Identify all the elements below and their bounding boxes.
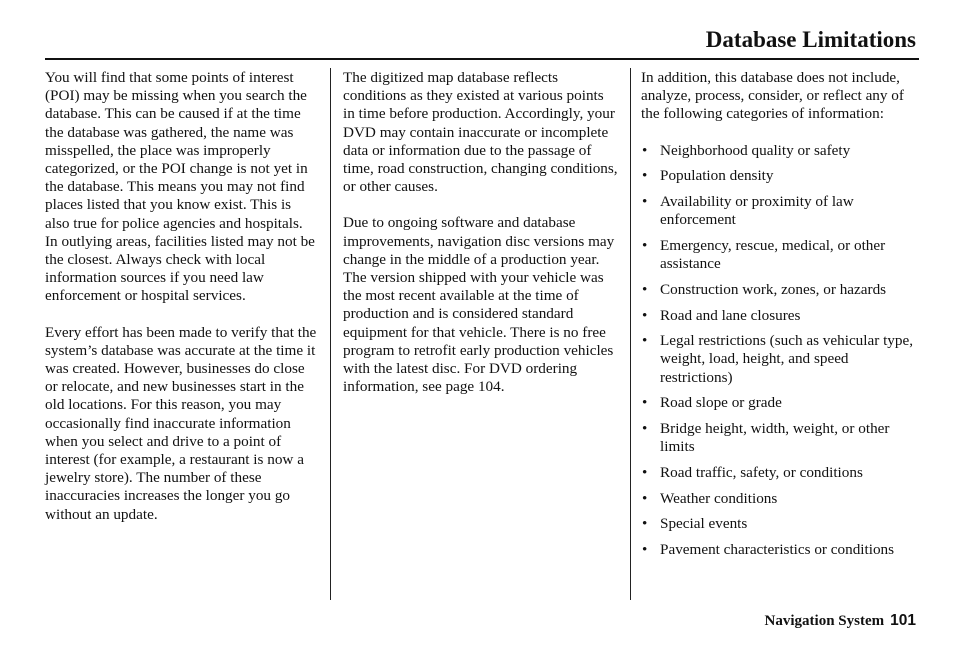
list-item-text: Road and lane closures xyxy=(660,306,801,324)
bullet-icon: • xyxy=(642,489,648,507)
bullet-icon: • xyxy=(642,236,648,254)
column-left xyxy=(45,69,317,542)
paragraph-map-conditions: The digitized map database reflects conditions as they existed at various points in time before production. Accordingly, your DVD may contain inaccurate or incomplete data or information due to the passage of time, road construction, changing conditions, or other causes. xyxy=(343,69,618,196)
list-item xyxy=(641,394,923,412)
list-item xyxy=(641,332,923,387)
page-number: 101 xyxy=(890,612,916,629)
paragraph-disc-versions: Due to ongoing software and database improvements, navigation disc versions may change in the middle of a production year. The version shipped with your vehicle was the most recent available at the time of production and is considered standard equipment for that vehicle. There is no free program to retrofit early production vehicles with the latest disc. For DVD ordering information, see page 104. xyxy=(343,214,615,396)
list-item xyxy=(641,237,923,273)
list-item-text: Neighborhood quality or safety xyxy=(660,141,851,159)
bullet-icon: • xyxy=(642,193,648,211)
list-item xyxy=(641,541,923,559)
bullet-icon: • xyxy=(642,167,648,185)
bullet-icon: • xyxy=(642,515,648,533)
bullet-icon: • xyxy=(642,306,648,324)
list-item-text: Legal restrictions (such as vehicular type, weight, load, height, and speed restrictions) xyxy=(660,332,914,386)
bullet-icon: • xyxy=(642,332,648,350)
limitations-list xyxy=(641,142,923,560)
bullet-icon: • xyxy=(642,394,648,412)
list-item-text: Road traffic, safety, or conditions xyxy=(660,463,863,481)
bullet-icon: • xyxy=(642,463,648,481)
list-item xyxy=(641,307,923,325)
paragraph-accuracy: Every effort has been made to verify that the system’s database was accurate at the time it was created. However, businesses do close or relocate, and new businesses start in the old locations. For this reason, you may occasionally find inaccurate information when you select and drive to a point of interest (for example, a restaurant is now a jewelry store). The number of these inaccuracies increases the longer you go without an update. xyxy=(45,323,317,523)
list-item xyxy=(641,490,923,508)
page-title: Database Limitations xyxy=(705,27,916,52)
column-divider xyxy=(330,68,331,600)
bullet-icon: • xyxy=(642,280,648,298)
list-item-text: Availability or proximity of law enforcement xyxy=(660,193,854,229)
list-item xyxy=(641,281,923,299)
paragraph-categories-intro: In addition, this database does not include, analyze, process, consider, or reflect any of the following categories of information: xyxy=(641,69,904,123)
column-divider xyxy=(630,68,631,600)
list-item xyxy=(641,420,923,456)
list-item xyxy=(641,142,923,160)
list-item-text: Road slope or grade xyxy=(660,394,782,412)
bullet-icon: • xyxy=(642,420,648,438)
title-rule xyxy=(45,58,919,60)
list-item-text: Bridge height, width, weight, or other limits xyxy=(660,420,890,456)
list-item xyxy=(641,515,923,533)
bullet-icon: • xyxy=(642,541,648,559)
page-footer xyxy=(765,612,916,630)
column-middle xyxy=(343,69,618,414)
bullet-icon: • xyxy=(642,141,648,159)
list-item-text: Pavement characteristics or conditions xyxy=(660,541,895,559)
list-item-text: Population density xyxy=(660,167,774,185)
list-item xyxy=(641,193,923,229)
list-item-text: Emergency, rescue, medical, or other assistance xyxy=(660,236,886,273)
list-item-text: Weather conditions xyxy=(660,489,778,507)
list-item xyxy=(641,167,923,185)
paragraph-poi-missing: You will find that some points of interest (POI) may be missing when you search the database. This can be caused if at the time the database was gathered, the name was misspelled, the place was improperly categorized, or the POI change is not yet in the database. This means you may not find places listed that you know exist. This is also true for police agencies and hospitals. In outlying areas, facilities listed may not be the closest. Always check with local information sources if you need law enforcement or hospital services. xyxy=(45,69,315,305)
footer-section-label: Navigation System xyxy=(764,613,885,629)
list-item-text: Construction work, zones, or hazards xyxy=(660,280,887,298)
list-item-text: Special events xyxy=(660,515,748,533)
list-item xyxy=(641,464,923,482)
column-right xyxy=(641,69,923,567)
